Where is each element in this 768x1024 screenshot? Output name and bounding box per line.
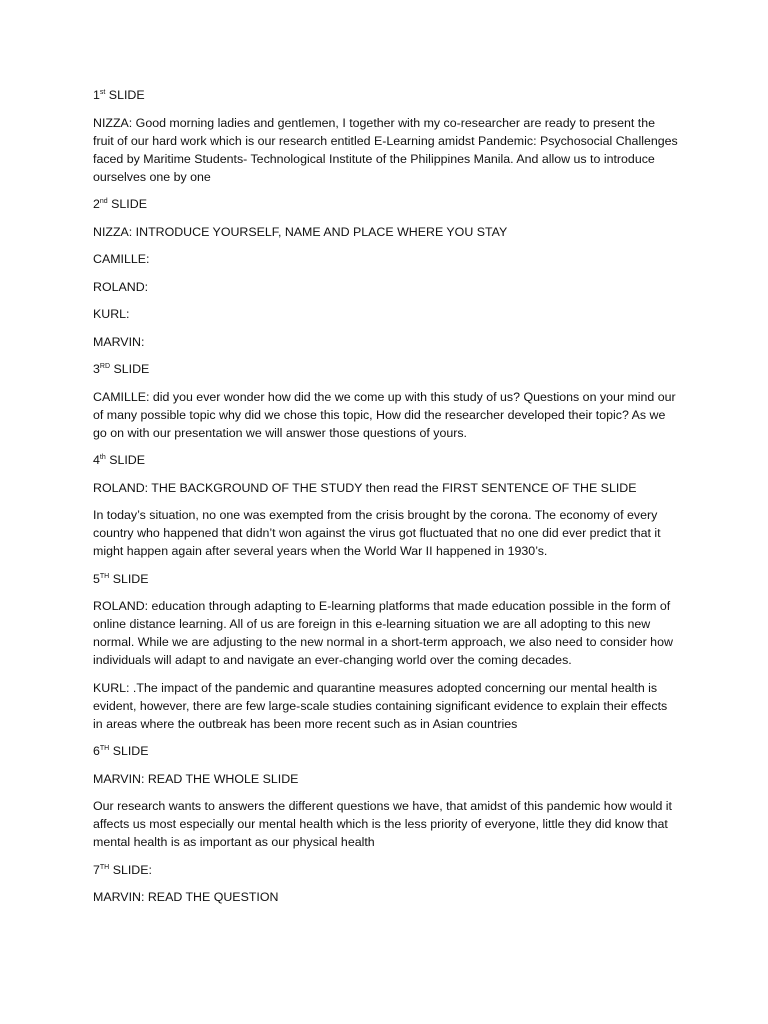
paragraph: MARVIN: READ THE QUESTION xyxy=(93,890,279,904)
slide-heading: 4th SLIDE xyxy=(93,453,146,467)
paragraph: NIZZA: Good morning ladies and gentlemen, I together with my co-researcher are ready to present the fruit of our hard work which is our research entitled E-Learning amidst Pandemic: Psychosocial Challenges faced by Maritime Students- Technological Institute of the Philippines Manila. And allow us to introduce ourselves one by one xyxy=(93,115,678,184)
slide-heading: 7TH SLIDE: xyxy=(93,862,152,877)
speaker-line: KURL: xyxy=(93,307,130,321)
slide-heading: 6TH SLIDE xyxy=(93,744,149,758)
paragraph: In today’s situation, no one was exempted from the crisis brought by the corona. The economy of every country who happened that didn’t won against the virus got fluctuated that no one did ever predict that it might happen again after several years when the World War II happened in 1930’s. xyxy=(93,508,661,558)
paragraph: NIZZA: INTRODUCE YOURSELF, NAME AND PLACE WHERE YOU STAY xyxy=(93,224,508,239)
paragraph: ROLAND: THE BACKGROUND OF THE STUDY then read the FIRST SENTENCE OF THE SLIDE xyxy=(93,480,637,495)
slide-heading: 1st SLIDE xyxy=(93,88,145,102)
paragraph: Our research wants to answers the different questions we have, that amidst of this pandemic how would it affects us most especially our mental health which is the less priority of everyone, little they did know that mental health is as important as our physical health xyxy=(93,799,672,849)
speaker-line: CAMILLE: xyxy=(93,252,150,266)
slide-heading: 5TH SLIDE xyxy=(93,571,149,586)
paragraph: ROLAND: education through adapting to E-learning platforms that made education possible in the form of online distance learning. All of us are foreign in this e-learning situation we are all adopting to this new normal. While we are adjusting to the new normal in a short-term approach, we also need to consider how individuals will adapt to and navigate an ever-changing world over the coming decades. xyxy=(93,599,673,667)
paragraph: KURL: .The impact of the pandemic and quarantine measures adopted concerning our mental health is evident, however, there are few large-scale studies containing significant evidence to explain their effects in areas where the outbreak has been more recent such as in Asian countries xyxy=(93,680,668,731)
paragraph: MARVIN: READ THE WHOLE SLIDE xyxy=(93,771,299,786)
speaker-line: MARVIN: xyxy=(93,334,145,349)
slide-heading: 3RD SLIDE xyxy=(93,362,150,376)
paragraph: CAMILLE: did you ever wonder how did the we come up with this study of us? Questions on your mind our of many possible topic why did we chose this topic, How did the researcher developed their topic? As we go on with our presentation we will answer those questions of yours. xyxy=(93,389,676,440)
slide-heading: 2nd SLIDE xyxy=(93,197,147,211)
document-page xyxy=(93,86,678,916)
speaker-line: ROLAND: xyxy=(93,279,149,294)
